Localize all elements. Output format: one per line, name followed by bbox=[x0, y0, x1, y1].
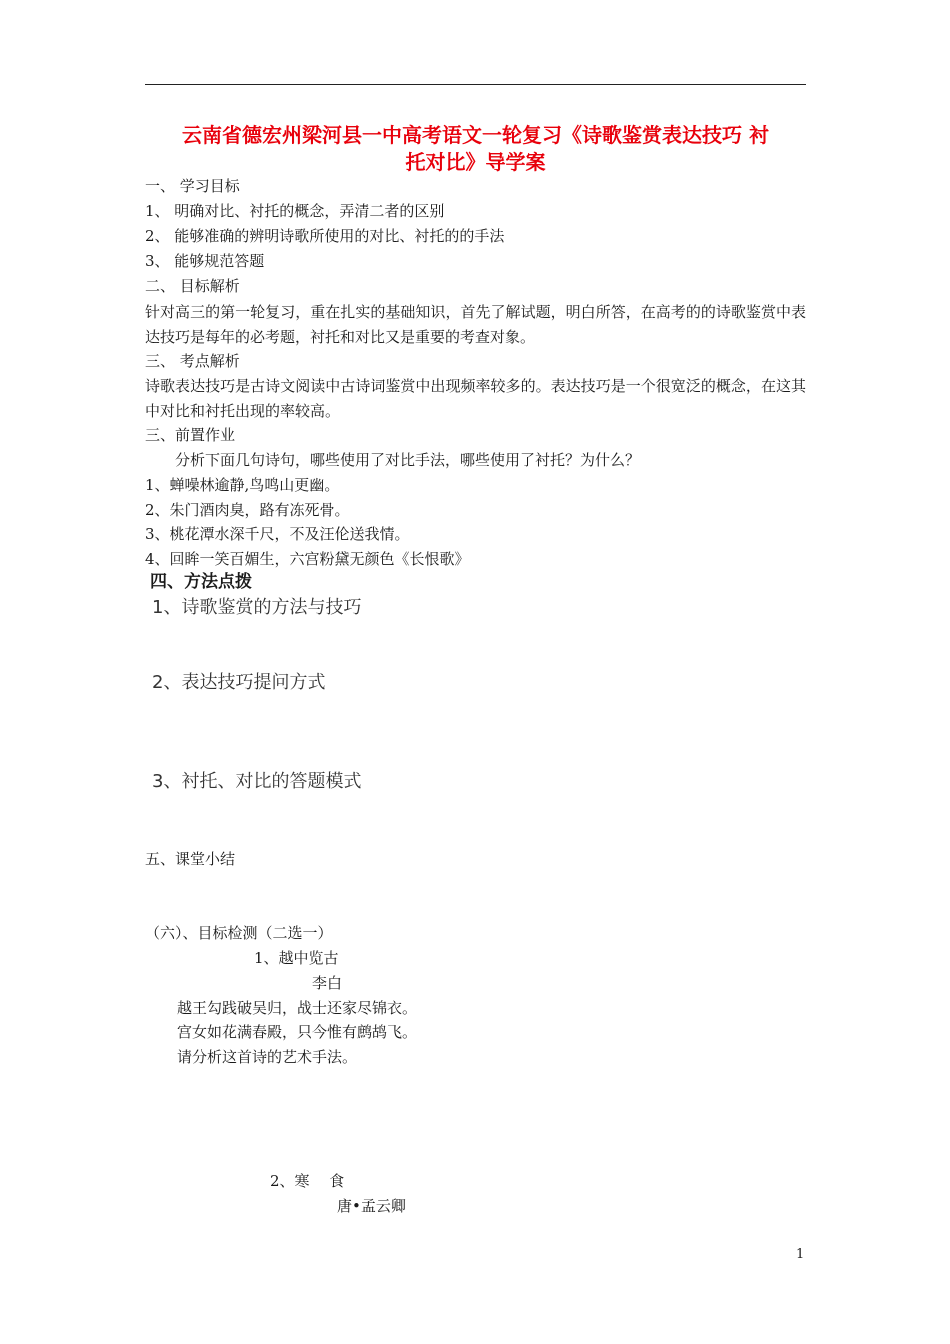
poem-2-title: 2、寒 食 bbox=[270, 1172, 345, 1190]
section-4-heading: 四、方法点拨 bbox=[150, 572, 252, 592]
poem-1-title: 1、越中览古 bbox=[254, 949, 339, 967]
homework-prompt: 分析下面几句诗句，哪些使用了对比手法，哪些使用了衬托？为什么？ bbox=[175, 451, 641, 469]
title-line-2: 托对比》导学案 bbox=[405, 150, 546, 174]
header-rule bbox=[145, 84, 806, 85]
method-item-3: 3、衬托、对比的答题模式 bbox=[152, 771, 362, 792]
homework-item-3: 3、桃花潭水深千尺，不及汪伦送我情。 bbox=[145, 525, 410, 543]
homework-item-4: 4、回眸一笑百媚生，六宫粉黛无颜色《长恨歌》 bbox=[145, 550, 470, 568]
section-3-paragraph: 诗歌表达技巧是古诗文阅读中古诗词鉴赏中出现频率较多的。表达技巧是一个很宽泛的概念，在这其中对比和衬托出现的率较高。 bbox=[145, 377, 806, 420]
objective-item-2: 2、 能够准确的辨明诗歌所使用的对比、衬托的的手法 bbox=[145, 227, 505, 245]
homework-item-2: 2、朱门酒肉臭，路有冻死骨。 bbox=[145, 501, 350, 519]
objective-item-1: 1、 明确对比、衬托的概念，弄清二者的区别 bbox=[145, 202, 445, 220]
method-item-2: 2、表达技巧提问方式 bbox=[152, 672, 326, 693]
poem-1-question: 请分析这首诗的艺术手法。 bbox=[177, 1048, 358, 1066]
section-5-heading: 五、课堂小结 bbox=[145, 850, 236, 868]
section-2-heading: 二、 目标解析 bbox=[145, 277, 240, 295]
page-number: 1 bbox=[796, 1247, 805, 1262]
poem-2-author: 唐•孟云卿 bbox=[337, 1197, 406, 1215]
poem-1-line-2: 宫女如花满春殿，只今惟有鹧鸪飞。 bbox=[177, 1023, 418, 1041]
document-title bbox=[145, 122, 806, 176]
section-1-heading: 一、 学习目标 bbox=[145, 177, 240, 195]
method-item-1: 1、诗歌鉴赏的方法与技巧 bbox=[152, 597, 362, 618]
title-line-1: 云南省德宏州梁河县一中高考语文一轮复习《诗歌鉴赏表达技巧 衬 bbox=[182, 123, 769, 147]
objective-item-3: 3、 能够规范答题 bbox=[145, 252, 265, 270]
section-6-heading: （六）、目标检测（二选一） bbox=[145, 924, 333, 942]
homework-item-1: 1、蝉噪林逾静,鸟鸣山更幽。 bbox=[145, 476, 340, 494]
poem-1-author: 李白 bbox=[312, 974, 343, 992]
section-2-paragraph: 针对高三的第一轮复习，重在扎实的基础知识，首先了解试题，明白所答，在高考的的诗歌鉴赏中表达技巧是每年的必考题，衬托和对比又是重要的考查对象。 bbox=[145, 303, 806, 346]
section-3-heading: 三、 考点解析 bbox=[145, 352, 240, 370]
section-3b-heading: 三、前置作业 bbox=[145, 426, 236, 444]
poem-1-line-1: 越王勾践破吴归，战士还家尽锦衣。 bbox=[177, 999, 418, 1017]
